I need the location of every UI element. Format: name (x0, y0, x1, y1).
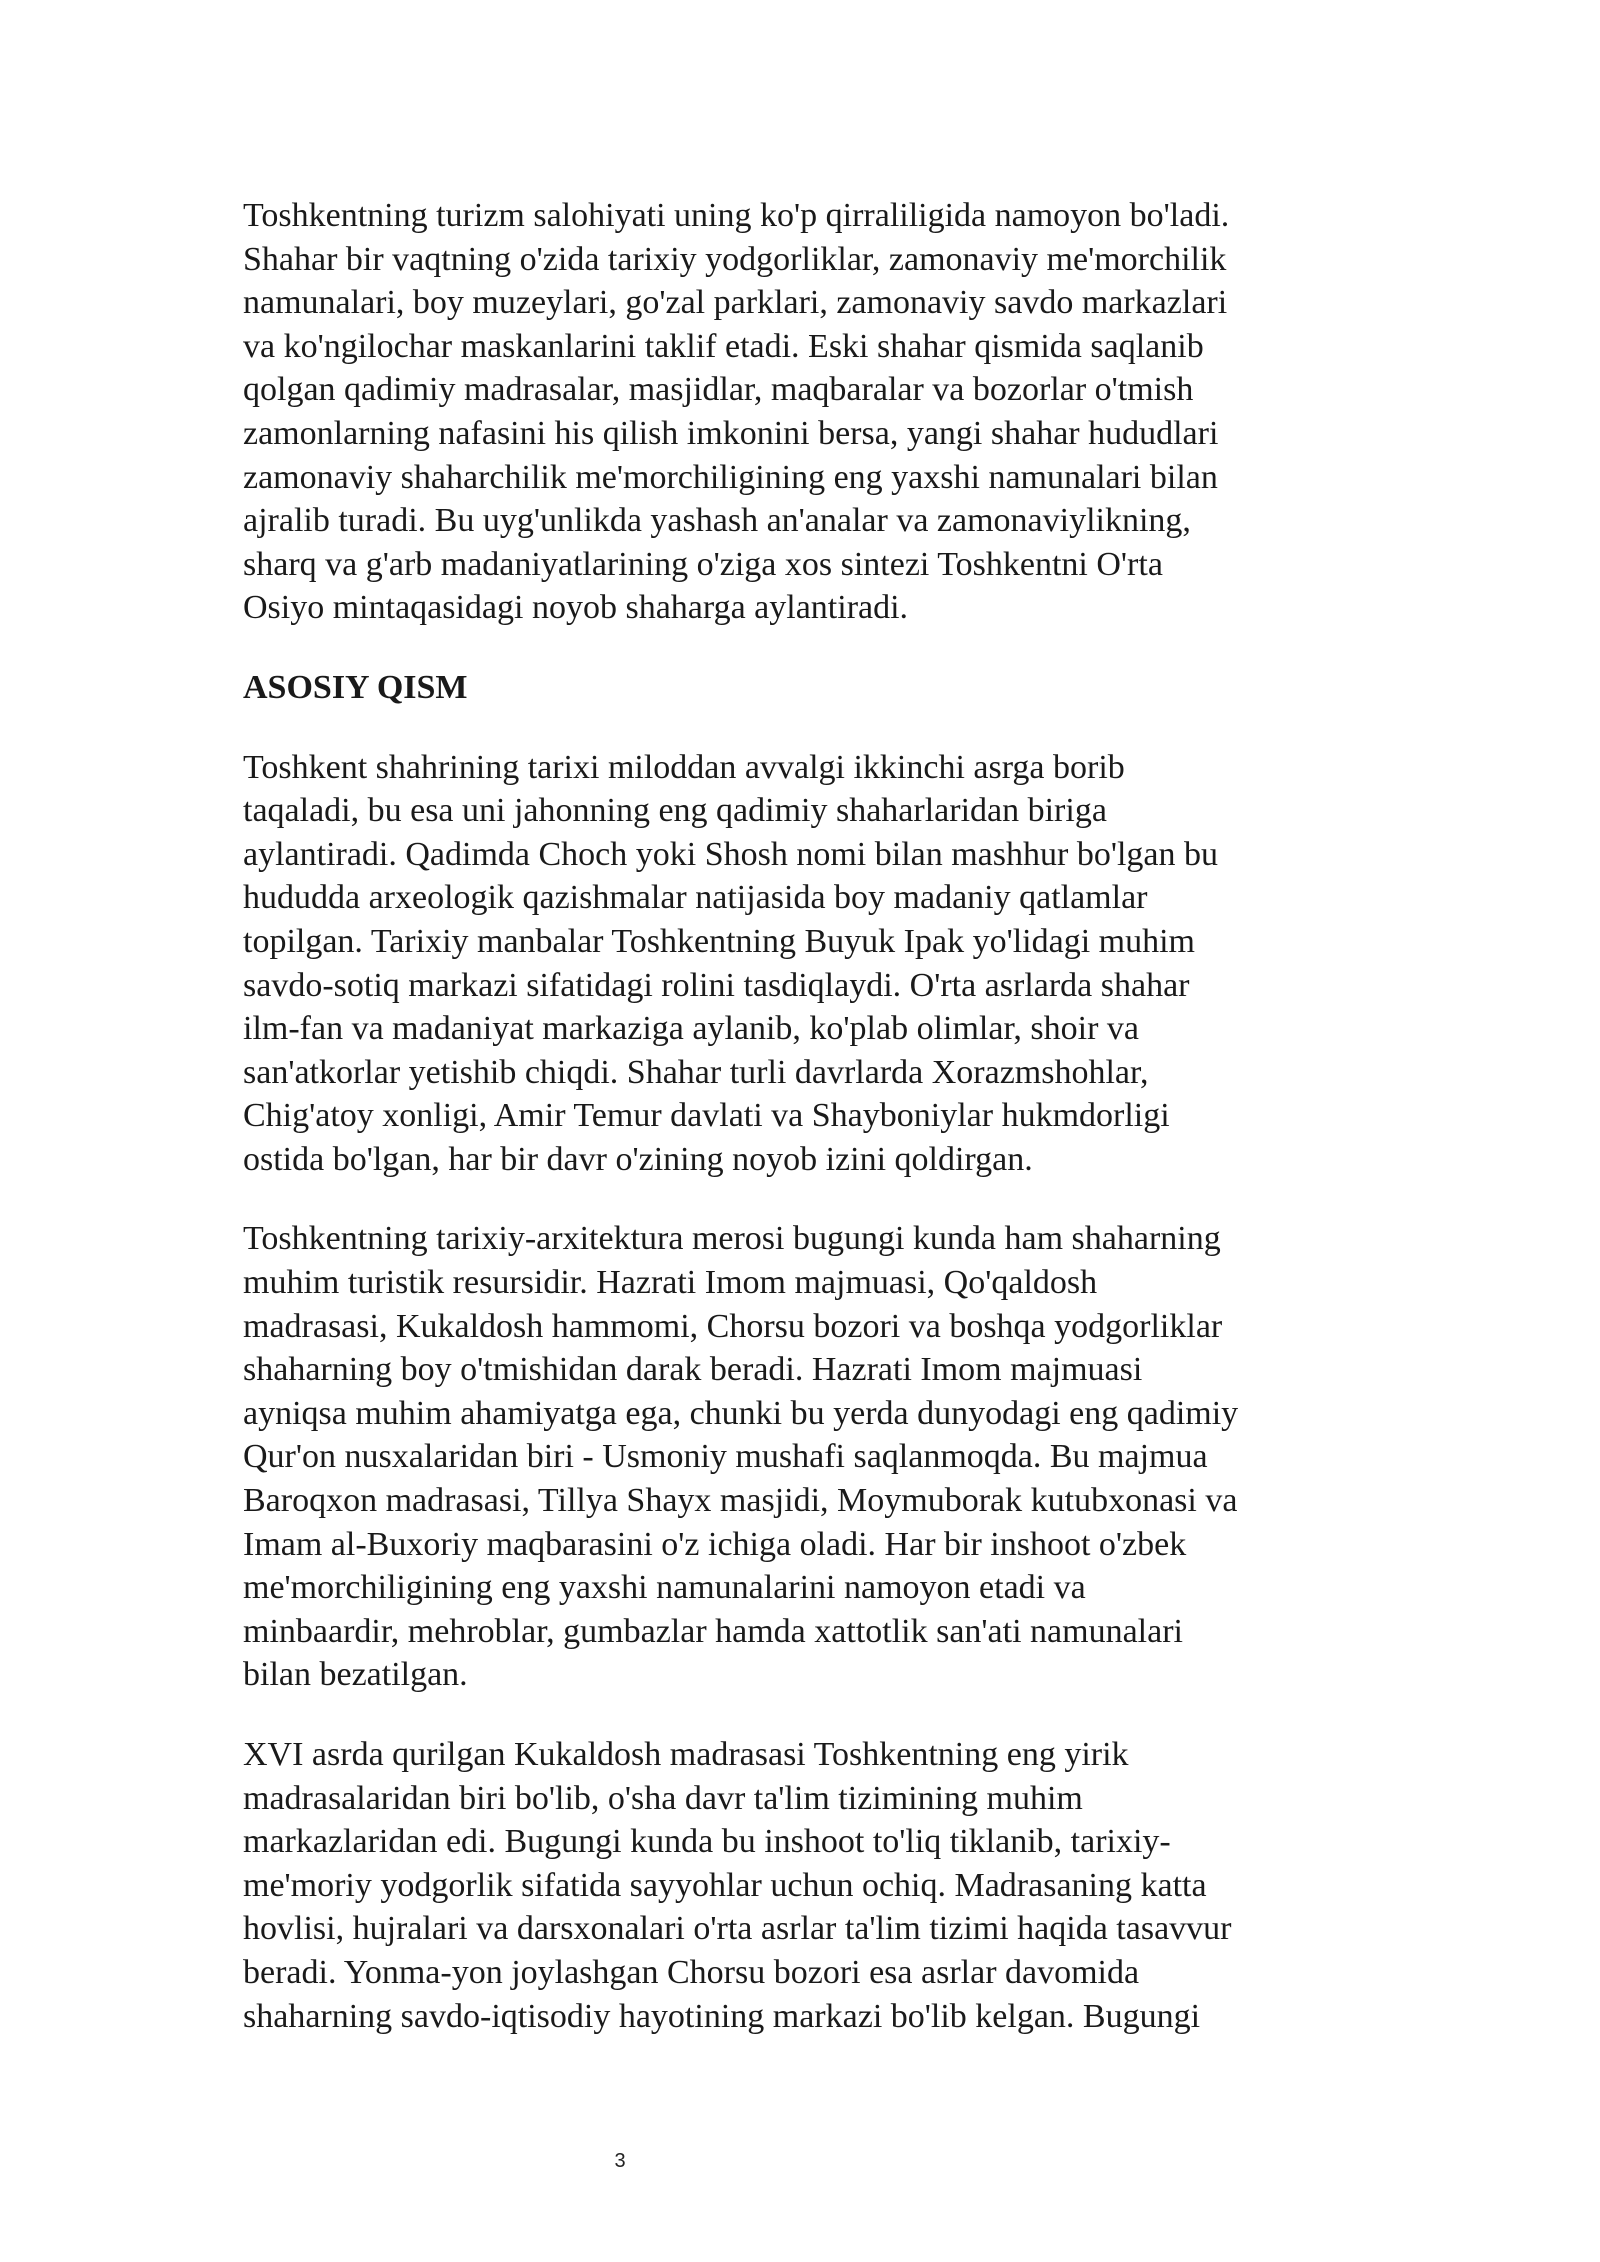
paragraph-3 (243, 1217, 1368, 1697)
text-line: hovlisi, hujralari va darsxonalari o'rta asrlar ta'lim tizimi haqida tasavvur (243, 1910, 1232, 1948)
text-line: savdo-sotiq markazi sifatidagi rolini tasdiqlaydi. O'rta asrlarda shahar (243, 966, 1190, 1004)
text-line: Baroqxon madrasasi, Tillya Shayx masjidi, Moymuborak kutubxonasi va (243, 1482, 1238, 1520)
paragraph-2 (243, 746, 1368, 1182)
text-line: namunalari, boy muzeylari, go'zal parklari, zamonaviy savdo markazlari (243, 284, 1228, 322)
text-line: aylantiradi. Qadimda Choch yoki Shosh nomi bilan mashhur bo'lgan bu (243, 835, 1218, 873)
text-line: Toshkentning turizm salohiyati uning ko'p qirraliligida namoyon bo'ladi. (243, 197, 1230, 234)
text-line: Osiyo mintaqasidagi noyob shaharga aylantiradi. (243, 589, 909, 627)
text-line: beradi. Yonma-yon joylashgan Chorsu bozori esa asrlar davomida (243, 1953, 1140, 1991)
text-line: madrasasi, Kukaldosh hammomi, Chorsu bozori va boshqa yodgorliklar (243, 1307, 1223, 1345)
text-line: taqaladi, bu esa uni jahonning eng qadimiy shaharlaridan biriga (243, 792, 1107, 830)
page-number: 3 (614, 2150, 626, 2172)
paragraph-4 (243, 1733, 1368, 2038)
text-line: Chig'atoy xonligi, Amir Temur davlati va Shayboniylar hukmdorligi (243, 1097, 1170, 1135)
text-line: zamonaviy shaharchilik me'morchiligining eng yaxshi namunalari bilan (243, 458, 1218, 496)
text-line: me'morchiligining eng yaxshi namunalarini namoyon etadi va (243, 1569, 1086, 1607)
text-line: Shahar bir vaqtning o'zida tarixiy yodgorliklar, zamonaviy me'morchilik (243, 240, 1227, 278)
text-line: san'atkorlar yetishib chiqdi. Shahar turli davrlarda Xorazmshohlar, (243, 1053, 1149, 1091)
text-line: ilm-fan va madaniyat markaziga aylanib, ko'plab olimlar, shoir va (243, 1010, 1140, 1048)
text-line: shaharning savdo-iqtisodiy hayotining markazi bo'lib kelgan. Bugungi (243, 1997, 1201, 2035)
text-line: ajralib turadi. Bu uyg'unlikda yashash an'analar va zamonaviylikning, (243, 502, 1191, 540)
text-line: Toshkentning tarixiy-arxitektura merosi bugungi kunda ham shaharning (243, 1220, 1221, 1258)
text-line: muhim turistik resursidir. Hazrati Imom majmuasi, Qo'qaldosh (243, 1264, 1098, 1302)
text-line: Imam al-Buxoriy maqbarasini o'z ichiga oladi. Har bir inshoot o'zbek (243, 1525, 1187, 1563)
text-line: markazlaridan edi. Bugungi kunda bu inshoot to'liq tiklanib, tarixiy- (243, 1823, 1171, 1861)
page-body (243, 194, 1368, 2038)
text-line: shaharning boy o'tmishidan darak beradi. Hazrati Imom majmuasi (243, 1351, 1143, 1389)
text-line: ostida bo'lgan, har bir davr o'zining noyob izini qoldirgan. (243, 1140, 1033, 1178)
text-line: qolgan qadimiy madrasalar, masjidlar, maqbaralar va bozorlar o'tmish (243, 371, 1194, 409)
text-line: topilgan. Tarixiy manbalar Toshkentning Buyuk Ipak yo'lidagi muhim (243, 922, 1195, 960)
text-line: sharq va g'arb madaniyatlarining o'ziga xos sintezi Toshkentni O'rta (243, 545, 1163, 583)
text-line: Qur'on nusxalaridan biri - Usmoniy mushafi saqlanmoqda. Bu majmua (243, 1438, 1208, 1476)
text-line: hududda arxeologik qazishmalar natijasida boy madaniy qatlamlar (243, 879, 1148, 917)
section-heading: ASOSIY QISM (243, 668, 468, 706)
paragraph-1 (243, 194, 1368, 630)
text-line: Toshkent shahrining tarixi miloddan avvalgi ikkinchi asrga borib (243, 748, 1125, 786)
text-line: bilan bezatilgan. (243, 1656, 468, 1694)
text-line: me'moriy yodgorlik sifatida sayyohlar uchun ochiq. Madrasaning katta (243, 1866, 1207, 1904)
text-line: XVI asrda qurilgan Kukaldosh madrasasi Toshkentning eng yirik (243, 1736, 1129, 1773)
text-line: zamonlarning nafasini his qilish imkonini bersa, yangi shahar hududlari (243, 414, 1219, 452)
text-line: madrasalaridan biri bo'lib, o'sha davr ta'lim tizimining muhim (243, 1779, 1083, 1817)
text-line: minbaardir, mehroblar, gumbazlar hamda xattotlik san'ati namunalari (243, 1612, 1183, 1650)
text-line: va ko'ngilochar maskanlarini taklif etadi. Eski shahar qismida saqlanib (243, 327, 1204, 365)
text-line: ayniqsa muhim ahamiyatga ega, chunki bu yerda dunyodagi eng qadimiy (243, 1394, 1239, 1432)
